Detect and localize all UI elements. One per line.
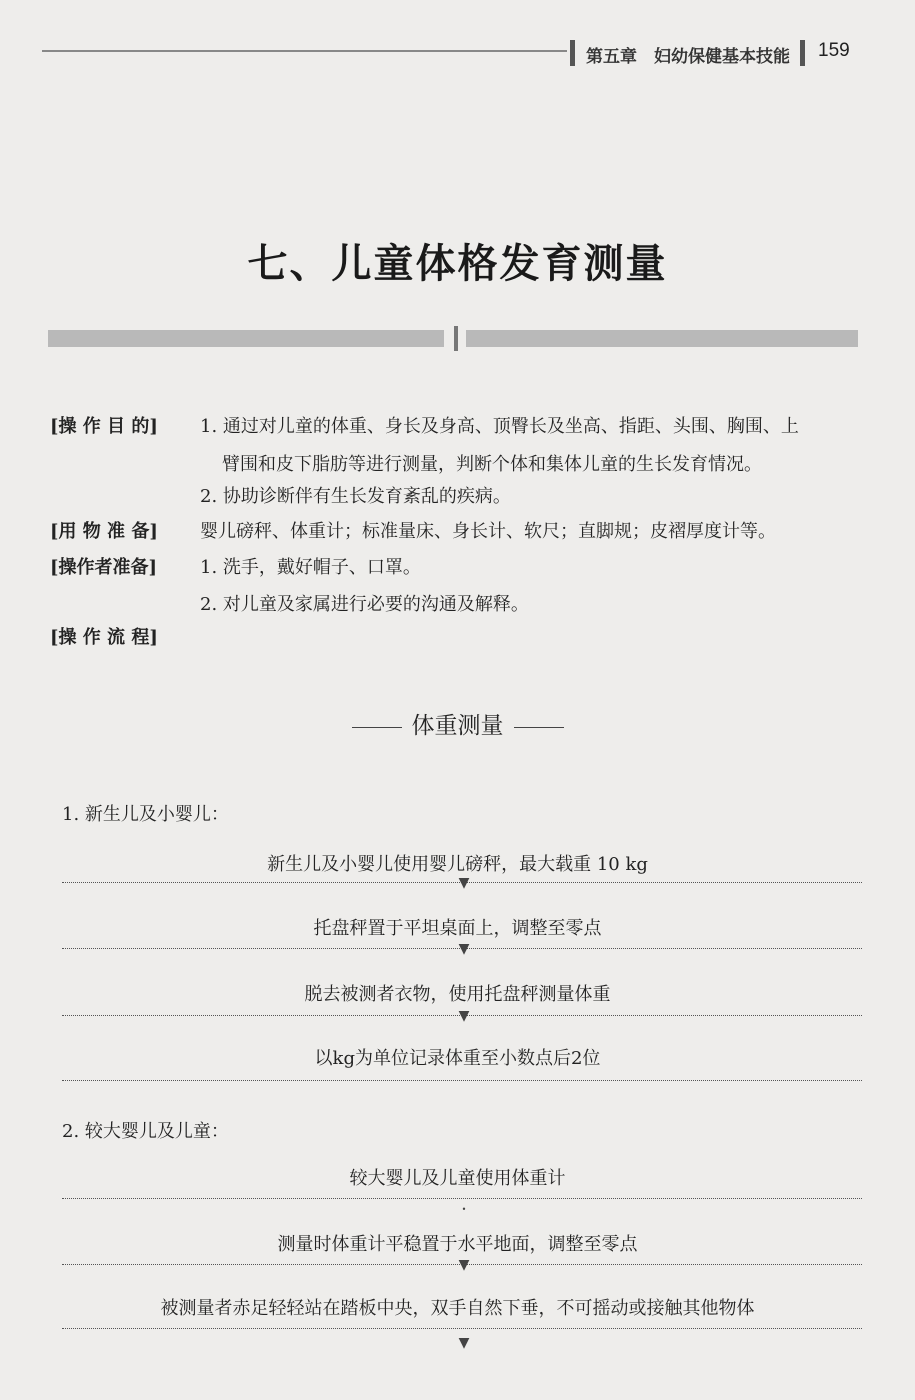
page-number: 159: [818, 40, 850, 61]
purpose-item: 臂围和皮下脂肪等进行测量，判断个体和集体儿童的生长发育情况。: [222, 454, 762, 475]
header-bar-left: [570, 40, 575, 66]
down-arrow-icon: ▼: [458, 941, 470, 957]
heading-dash-left: [352, 727, 402, 728]
dotted-divider: [62, 1198, 862, 1199]
operator-item: 2. 对儿童及家属进行必要的沟通及解释。: [200, 594, 529, 615]
operator-item: 1. 洗手，戴好帽子、口罩。: [200, 557, 421, 578]
header-rule: [42, 50, 567, 52]
group2-heading: 2. 较大婴儿及儿童：: [62, 1121, 229, 1142]
operator-label: [操作者准备]: [50, 557, 158, 578]
materials-label: [用 物 准 备]: [50, 521, 158, 542]
flow-step: 被测量者赤足轻轻站在踏板中央，双手自然下垂，不可摇动或接触其他物体: [160, 1298, 755, 1319]
group1-heading: 1. 新生儿及小婴儿：: [62, 804, 229, 825]
weight-section-heading: [0, 707, 915, 740]
flow-step: 脱去被测者衣物，使用托盘秤测量体重: [304, 984, 611, 1005]
section-title: 七、儿童体格发育测量: [247, 240, 668, 287]
purpose-item: 1. 通过对儿童的体重、身长及身高、顶臀长及坐高、指距、头围、胸围、上: [200, 416, 799, 437]
dotted-divider: [62, 1328, 862, 1329]
title-band-left: [48, 330, 444, 347]
materials-text: 婴儿磅秤、体重计；标准量床、身长计、软尺；直脚规；皮褶厚度计等。: [200, 521, 776, 542]
weight-section-title: 体重测量: [411, 713, 504, 739]
bullet-dot-icon: •: [461, 1205, 467, 1214]
chapter-title: 第五章 妇幼保健基本技能: [586, 47, 790, 67]
flow-step: 新生儿及小婴儿使用婴儿磅秤，最大载重 10 kg: [267, 854, 648, 875]
heading-dash-right: [514, 727, 564, 728]
title-band-separator: [454, 326, 458, 351]
down-arrow-icon: ▼: [458, 1335, 470, 1351]
down-arrow-icon: ▼: [458, 1008, 470, 1024]
process-label: [操 作 流 程]: [50, 627, 158, 648]
purpose-label: [操 作 目 的]: [50, 416, 158, 437]
flow-step: 较大婴儿及儿童使用体重计: [349, 1168, 566, 1189]
title-band-right: [466, 330, 858, 347]
flow-step: 测量时体重计平稳置于水平地面，调整至零点: [277, 1234, 638, 1255]
flow-step: 以kg为单位记录体重至小数点后2位: [314, 1048, 601, 1069]
down-arrow-icon: ▼: [458, 875, 470, 891]
purpose-item: 2. 协助诊断伴有生长发育紊乱的疾病。: [200, 486, 511, 507]
header-bar-right: [800, 40, 805, 66]
flow-step: 托盘秤置于平坦桌面上，调整至零点: [313, 918, 602, 939]
down-arrow-icon: ▼: [458, 1257, 470, 1273]
dotted-divider: [62, 1080, 862, 1081]
